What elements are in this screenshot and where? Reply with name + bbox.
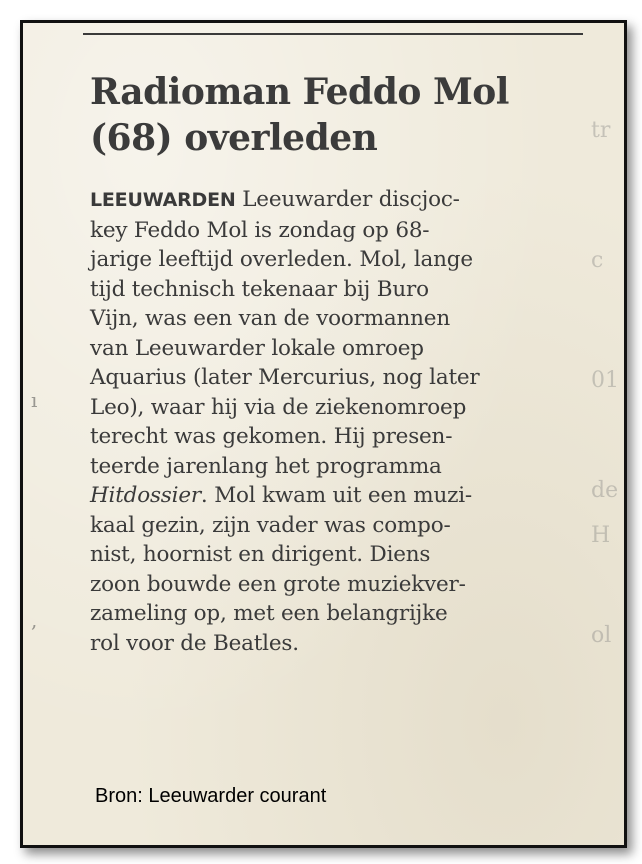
body-line: kaal gezin, zijn vader was compo- (90, 512, 451, 538)
body-line: zoon bouwde een grote muziekver- (90, 571, 466, 597)
bleed-mark: de (591, 478, 619, 503)
headline-line: (68) overleden (90, 117, 378, 159)
body-line: jarige leeftijd overleden. Mol, lange (90, 247, 473, 272)
newspaper-clipping (23, 23, 624, 845)
bleed-mark: H (591, 523, 611, 548)
clipping-frame (20, 20, 627, 848)
body-line: rol voor de Beatles. (90, 630, 299, 656)
body-line: tijd technisch tekenaar bij Buro (90, 276, 429, 302)
source-caption: Bron: Leeuwarder courant (95, 785, 327, 807)
bleed-mark: ı (31, 388, 38, 412)
bleed-mark: , (31, 608, 38, 632)
body-line: Vijn, was een van de voormannen (90, 306, 450, 331)
body-text-fragment: Leeuwarder discjoc- (235, 187, 460, 212)
bleed-mark: ol (591, 623, 612, 648)
article-body (90, 185, 600, 658)
body-line (90, 481, 600, 511)
headline-line: Radioman Feddo Mol (90, 71, 509, 113)
body-line: van Leeuwarder lokale omroep (90, 335, 424, 361)
body-line: terecht was gekomen. Hij presen- (90, 424, 453, 449)
bleed-mark: tr (591, 118, 611, 143)
body-line: nist, hoornist en dirigent. Diens (90, 542, 431, 567)
body-line: Aquarius (later Mercurius, nog later (90, 365, 480, 390)
program-name: Hitdossier (90, 483, 201, 508)
body-line (90, 185, 600, 216)
body-line: key Feddo Mol is zondag op 68- (90, 217, 430, 243)
bleed-mark: 01 (591, 368, 619, 393)
top-rule (83, 33, 583, 35)
article-headline (90, 69, 590, 161)
body-line: zameling op, met een belangrijke (90, 601, 448, 626)
body-line: Leo), waar hij via de ziekenomroep (90, 394, 467, 420)
dateline: LEEUWARDEN (90, 189, 236, 211)
body-line: teerde jarenlang het programma (90, 453, 442, 479)
body-text-fragment: . Mol kwam uit een muzi- (200, 483, 472, 508)
bleed-mark: c (591, 248, 604, 273)
